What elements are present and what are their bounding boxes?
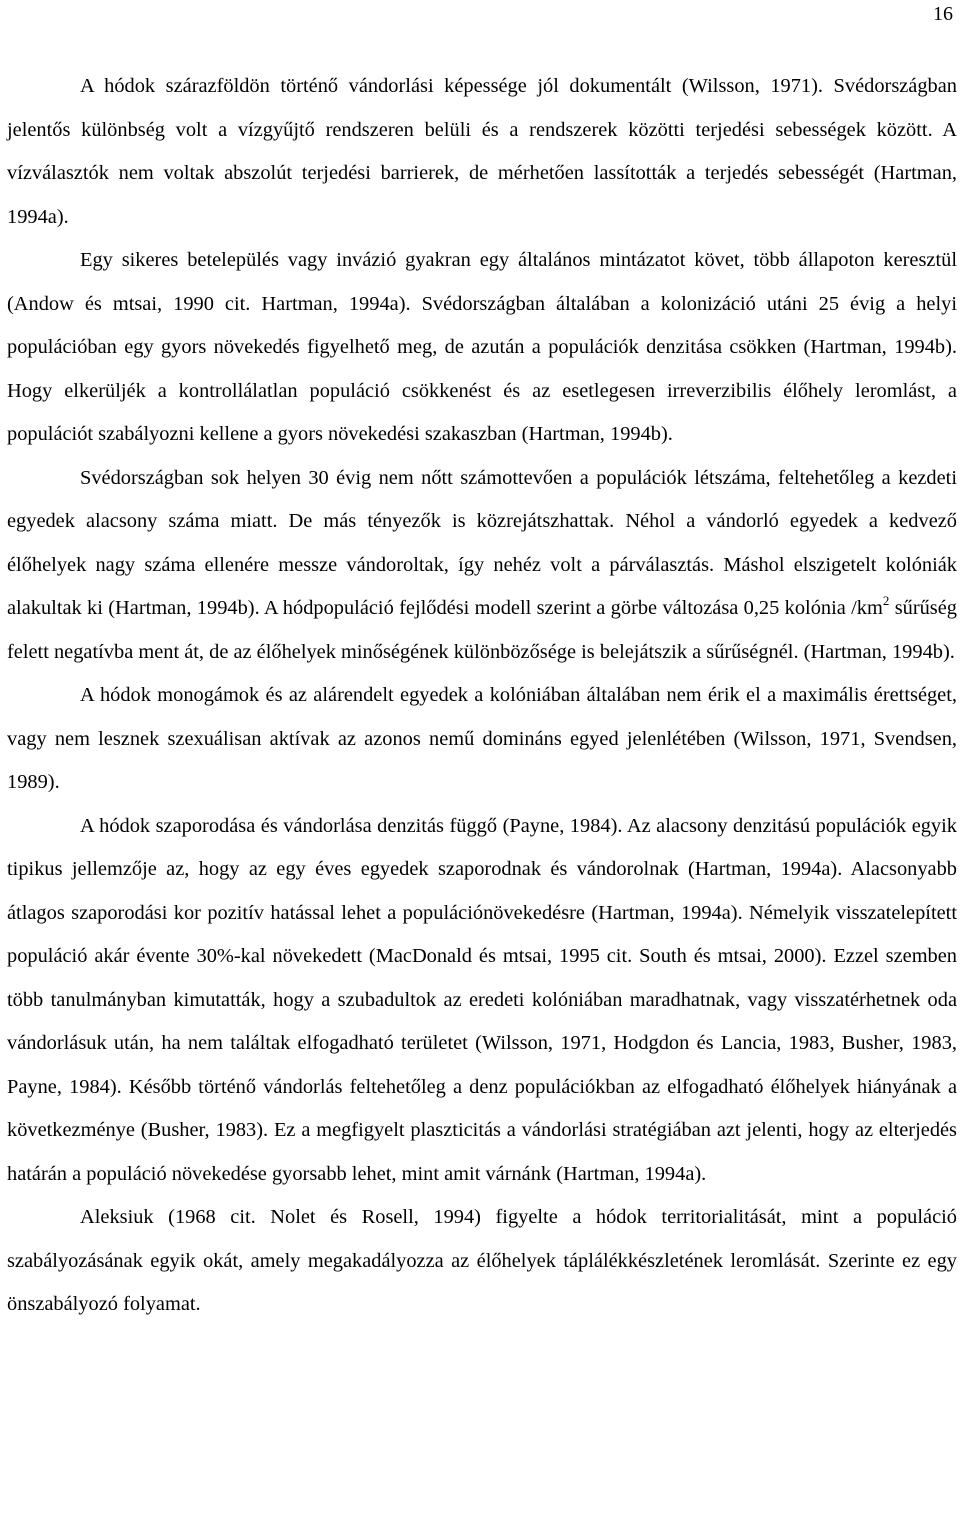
page-number: 16	[933, 3, 953, 25]
paragraph-territoriality: Aleksiuk (1968 cit. Nolet és Rosell, 1994) figyelte a hódok territorialitását, mint a populáció szabályozásának egyik okát, amely megakadályozza az élőhelyek táplálékkészletének leromlását. Szerinte ez egy önszabályozó folyamat.	[7, 1206, 957, 1315]
superscript-square: 2	[882, 593, 890, 608]
paragraph-text-before-superscript: Svédországban sok helyen 30 évig nem nőtt számottevően a populációk létszáma, feltehetőleg a kezdeti egyedek alacsony száma miatt. De más tényezők is közrejátszhattak. Néhol a vándorló egyedek a kedvező élőhelyek nagy száma ellenére messze vándoroltak, így nehéz volt a párválasztás. Máshol elszigetelt kolóniák alakultak ki (Hartman, 1994b). A hódpopuláció fejlődési modell szerint a görbe változása 0,25 kolónia /km	[7, 466, 957, 619]
paragraph-colonization-pattern: Egy sikeres betelepülés vagy invázió gyakran egy általános mintázatot követ, több állapoton keresztül (Andow és mtsai, 1990 cit. Hartman, 1994a). Svédországban általában a kolonizáció utáni 25 évig a helyi populációban egy gyors növekedés figyelhető meg, de azután a populációk denzitása csökken (Hartman, 1994b). Hogy elkerüljék a kontrollálatlan populáció csökkenést és az esetlegesen irreverzibilis élőhely leromlást, a populációt szabályozni kellene a gyors növekedési szakaszban (Hartman, 1994b).	[7, 249, 957, 445]
paragraph-monogamy: A hódok monogámok és az alárendelt egyedek a kolóniában általában nem érik el a maximális érettséget, vagy nem lesznek szexuálisan aktívak az azonos nemű domináns egyed jelenlétében (Wilsson, 1971, Svendsen, 1989).	[7, 684, 957, 793]
paragraph-dispersal-ability: A hódok szárazföldön történő vándorlási képessége jól dokumentált (Wilsson, 1971). Svédországban jelentős különbség volt a vízgyűjtő rendszeren belüli és a rendszerek közötti terjedési sebességek között. A vízválasztók nem voltak abszolút terjedési barrierek, de mérhetően lassították a terjedés sebességét (Hartman, 1994a).	[7, 75, 957, 228]
document-body	[7, 65, 957, 1327]
paragraph-text-after-superscript: sűrűség felett negatívba ment át, de az élőhelyek minőségének különbözősége is belejátszik a sűrűségnél. (Hartman, 1994b).	[7, 597, 957, 663]
paragraph-density-dependence: A hódok szaporodása és vándorlása denzitás függő (Payne, 1984). Az alacsony denzitású populációk egyik tipikus jellemzője az, hogy az egy éves egyedek szaporodnak és vándorolnak (Hartman, 1994a). Alacsonyabb átlagos szaporodási kor pozitív hatással lehet a populációnövekedésre (Hartman, 1994a). Némelyik visszatelepített populáció akár évente 30%-kal növekedett (MacDonald és mtsai, 1995 cit. South és mtsai, 2000). Ezzel szemben több tanulmányban kimutatták, hogy a szubadultok az eredeti kolóniában maradhatnak, vagy visszatérhetnek oda vándorlásuk után, ha nem találtak elfogadható területet (Wilsson, 1971, Hodgdon és Lancia, 1983, Busher, 1983, Payne, 1984). Később történő vándorlás feltehetőleg a denz populációkban az elfogadható élőhelyek hiányának a következménye (Busher, 1983). Ez a megfigyelt plaszticitás a vándorlási stratégiában azt jelenti, hogy az elterjedés határán a populáció növekedése gyorsabb lehet, mint amit várnánk (Hartman, 1994a).	[7, 814, 957, 1185]
paragraph-population-growth-sweden	[7, 457, 957, 675]
